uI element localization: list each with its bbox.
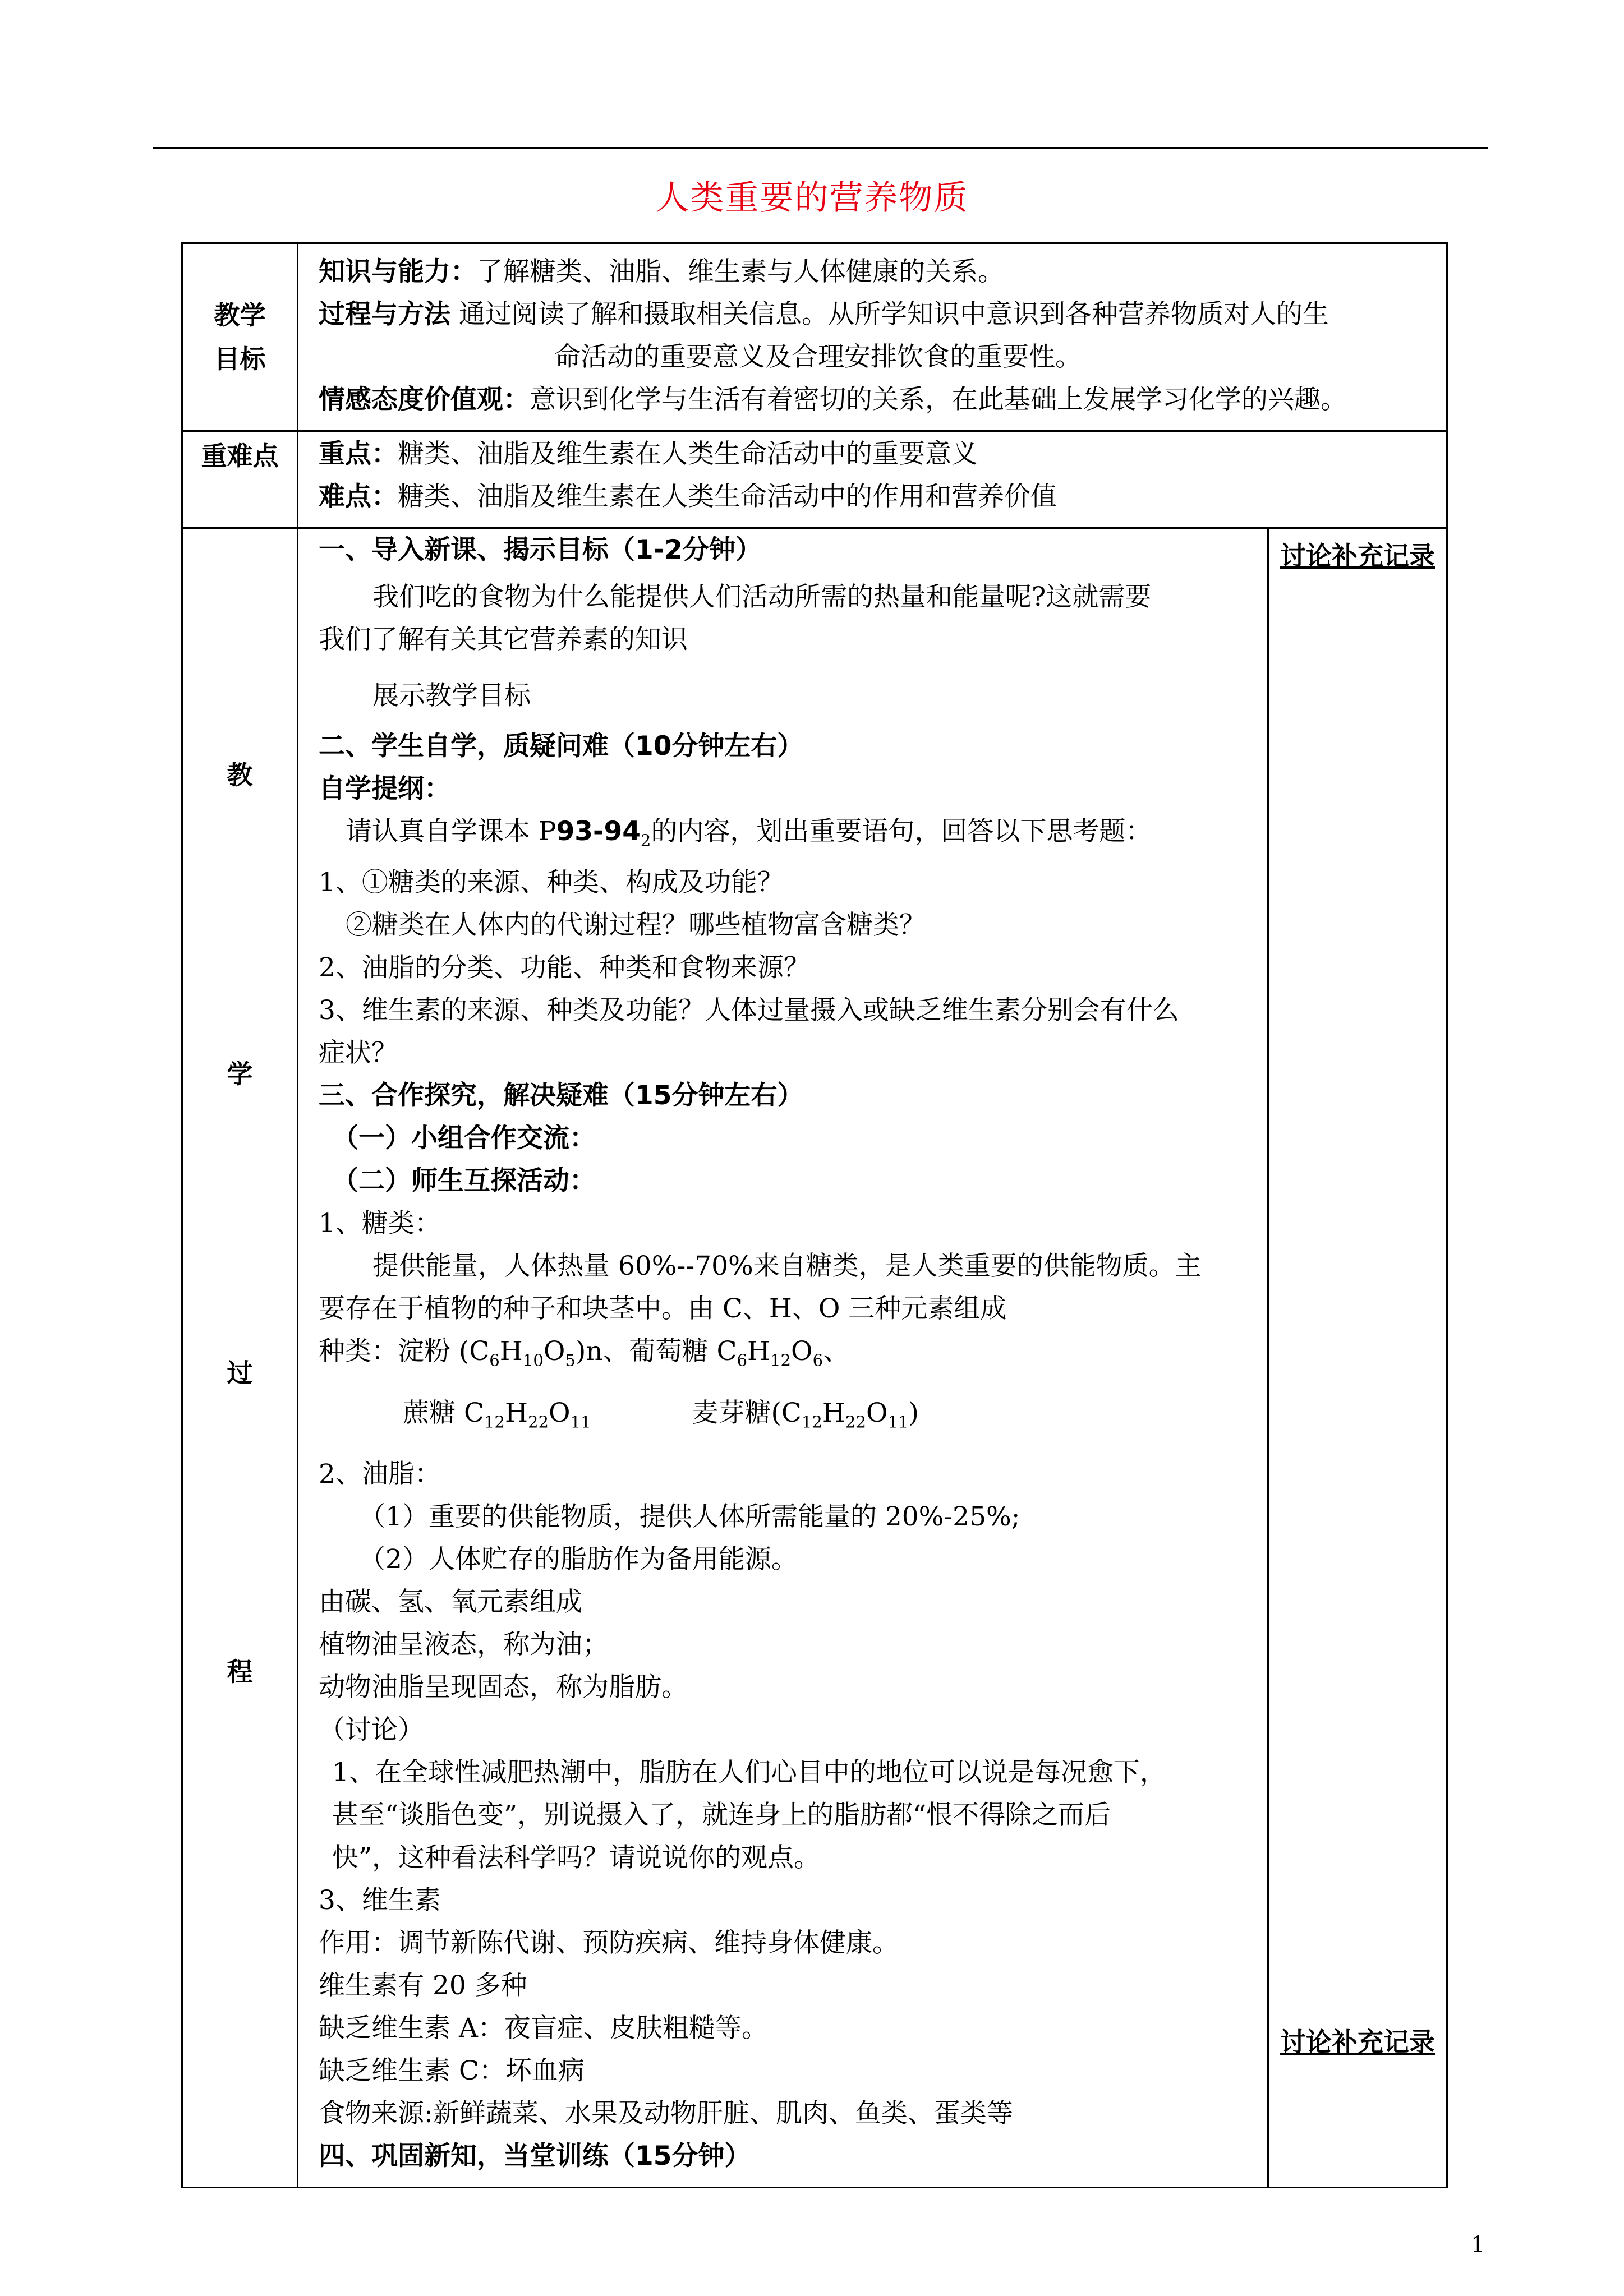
- page-title: 人类重要的营养物质: [655, 178, 969, 218]
- discussion-1b: 甚至“谈脂色变”，别说摄入了，就连身上的脂肪都“恨不得除之而后: [332, 1800, 1111, 1831]
- vitamin-5: 食物来源:新鲜蔬菜、水果及动物肝脏、肌肉、鱼类、蛋类等: [319, 2098, 1013, 2129]
- vitamin-4: 缺乏维生素 C：坏血病: [319, 2055, 585, 2087]
- maltose-formula: 麦芽糖$(C_{12}H_{22}O_{11})$: [692, 1397, 919, 1432]
- process-text-2: 命活动的重要意义及合理安排饮食的重要性。: [554, 342, 1082, 372]
- notes-cell: [1268, 528, 1447, 2188]
- keypoints-label-cell: [182, 431, 298, 528]
- objectives-row: [182, 243, 1447, 431]
- question-2: 2、油脂的分类、功能、种类和食物来源？: [319, 952, 810, 984]
- process-label-cell: [182, 528, 298, 2188]
- subsection-1: （一）小组合作交流：: [332, 1123, 596, 1154]
- subsection-2: （二）师生互探活动：: [332, 1165, 596, 1197]
- keypoints-content: [298, 431, 1447, 528]
- lesson-plan-table: [181, 242, 1448, 2188]
- difficult-label: 难点：: [319, 481, 398, 512]
- discussion-notes-label-bottom: 讨论补充记录: [1280, 2027, 1435, 2057]
- process-label-2: 学: [227, 1059, 253, 1089]
- sucrose-formula: 蔗糖 $C_{12}H_{22}O_{11}$: [403, 1397, 591, 1432]
- question-1b: ②糖类在人体内的代谢过程？哪些植物富含糖类？: [346, 910, 926, 941]
- discussion-label: （讨论）: [319, 1714, 424, 1746]
- process-row: [182, 528, 1447, 2188]
- section-3-heading: 三、合作探究，解决疑难（15分钟左右）: [319, 1080, 804, 1112]
- vitamin-1: 作用：调节新陈代谢、预防疾病、维持身体健康。: [319, 1928, 899, 1959]
- sugar-types-2: [319, 1392, 1254, 1443]
- fat-point-5: 动物油脂呈现固态，称为脂肪。: [319, 1672, 688, 1703]
- objectives-label: 教学目标: [214, 300, 266, 374]
- emotion-text: 意识到化学与生活有着密切的关系，在此基础上发展学习化学的兴趣。: [530, 384, 1347, 415]
- section-1-heading: 一、导入新课、揭示目标（1-2分钟）: [319, 534, 762, 565]
- self-study-instruction: 请认真自学课本 $P93-94_2$的内容，划出重要语句，回答以下思考题：: [346, 816, 1152, 850]
- fat-point-3: 由碳、氢、氧元素组成: [319, 1587, 582, 1618]
- discussion-1c: 快”，这种看法科学吗？请说说你的观点。: [332, 1842, 821, 1874]
- vitamin-heading: 3、维生素: [319, 1885, 441, 1916]
- discussion-1a: 1、在全球性减肥热潮中，脂肪在人们心目中的地位可以说是每况愈下，: [332, 1757, 1166, 1788]
- knowledge-text: 了解糖类、油脂、维生素与人体健康的关系。: [477, 256, 1004, 287]
- header-rule: [153, 147, 1488, 149]
- starch-formula: $(C_6H_{10}O_5)n$、葡萄糖 $C_6H_{12}O_6$、: [458, 1336, 850, 1370]
- fat-point-1: （1）重要的供能物质，提供人体所需能量的 20%-25%;: [359, 1501, 1020, 1533]
- objectives-label-cell: [182, 243, 298, 431]
- page-number: 1: [1471, 2232, 1485, 2258]
- sugar-heading: 1、糖类：: [319, 1208, 441, 1239]
- question-1a: 1、①糖类的来源、种类、构成及功能？: [319, 867, 784, 898]
- difficult-text: 糖类、油脂及维生素在人类生命活动中的作用和营养价值: [398, 481, 1057, 512]
- question-3b: 症状？: [319, 1038, 398, 1069]
- intro-para-1: 我们吃的食物为什么能提供人们活动所需的热量和能量呢?这就需要: [372, 582, 1152, 612]
- key-text: 糖类、油脂及维生素在人类生命活动中的重要意义: [398, 439, 978, 469]
- sugar-text-1: 提供能量，人体热量 60%--70%来自糖类，是人类重要的供能物质。主: [372, 1251, 1202, 1282]
- objectives-content: [298, 243, 1447, 431]
- process-text: 通过阅读了解和摄取相关信息。从所学知识中意识到各种营养物质对人的生: [450, 299, 1329, 330]
- process-label-4: 程: [227, 1657, 253, 1687]
- emotion-label: 情感态度价值观：: [319, 384, 530, 415]
- discussion-notes-label-top: 讨论补充记录: [1280, 541, 1435, 571]
- process-label-3: 过: [227, 1358, 253, 1388]
- knowledge-label: 知识与能力：: [319, 256, 477, 287]
- fat-point-4: 植物油呈液态，称为油；: [319, 1629, 609, 1661]
- outline-label: 自学提纲：: [319, 773, 450, 804]
- process-label: 过程与方法: [319, 299, 450, 330]
- fat-point-2: （2）人体贮存的脂肪作为备用能源。: [359, 1544, 798, 1575]
- show-objectives: 展示教学目标: [372, 680, 531, 711]
- process-label-1: 教: [227, 760, 253, 790]
- keypoints-label: 重难点: [201, 441, 279, 471]
- vitamin-2: 维生素有 20 多种: [319, 1970, 527, 2002]
- sugar-text-2: 要存在于植物的种子和块茎中。由 C、H、O 三种元素组成: [319, 1293, 1007, 1325]
- fat-heading: 2、油脂：: [319, 1459, 441, 1490]
- intro-para-2: 我们了解有关其它营养素的知识: [319, 624, 688, 655]
- question-3a: 3、维生素的来源、种类及功能？人体过量摄入或缺乏维生素分别会有什么: [319, 995, 1179, 1026]
- key-label: 重点：: [319, 439, 398, 469]
- sugar-types: 种类：淀粉 $(C_6H_{10}O_5)n$、葡萄糖 $C_6H_{12}O_6$、: [319, 1336, 850, 1370]
- process-content: [298, 528, 1268, 2188]
- section-4-heading: 四、巩固新知，当堂训练（15分钟）: [319, 2141, 751, 2172]
- keypoints-row: [182, 431, 1447, 528]
- vitamin-3: 缺乏维生素 A：夜盲症、皮肤粗糙等。: [319, 2013, 768, 2044]
- section-2-heading: 二、学生自学，质疑问难（10分钟左右）: [319, 731, 804, 762]
